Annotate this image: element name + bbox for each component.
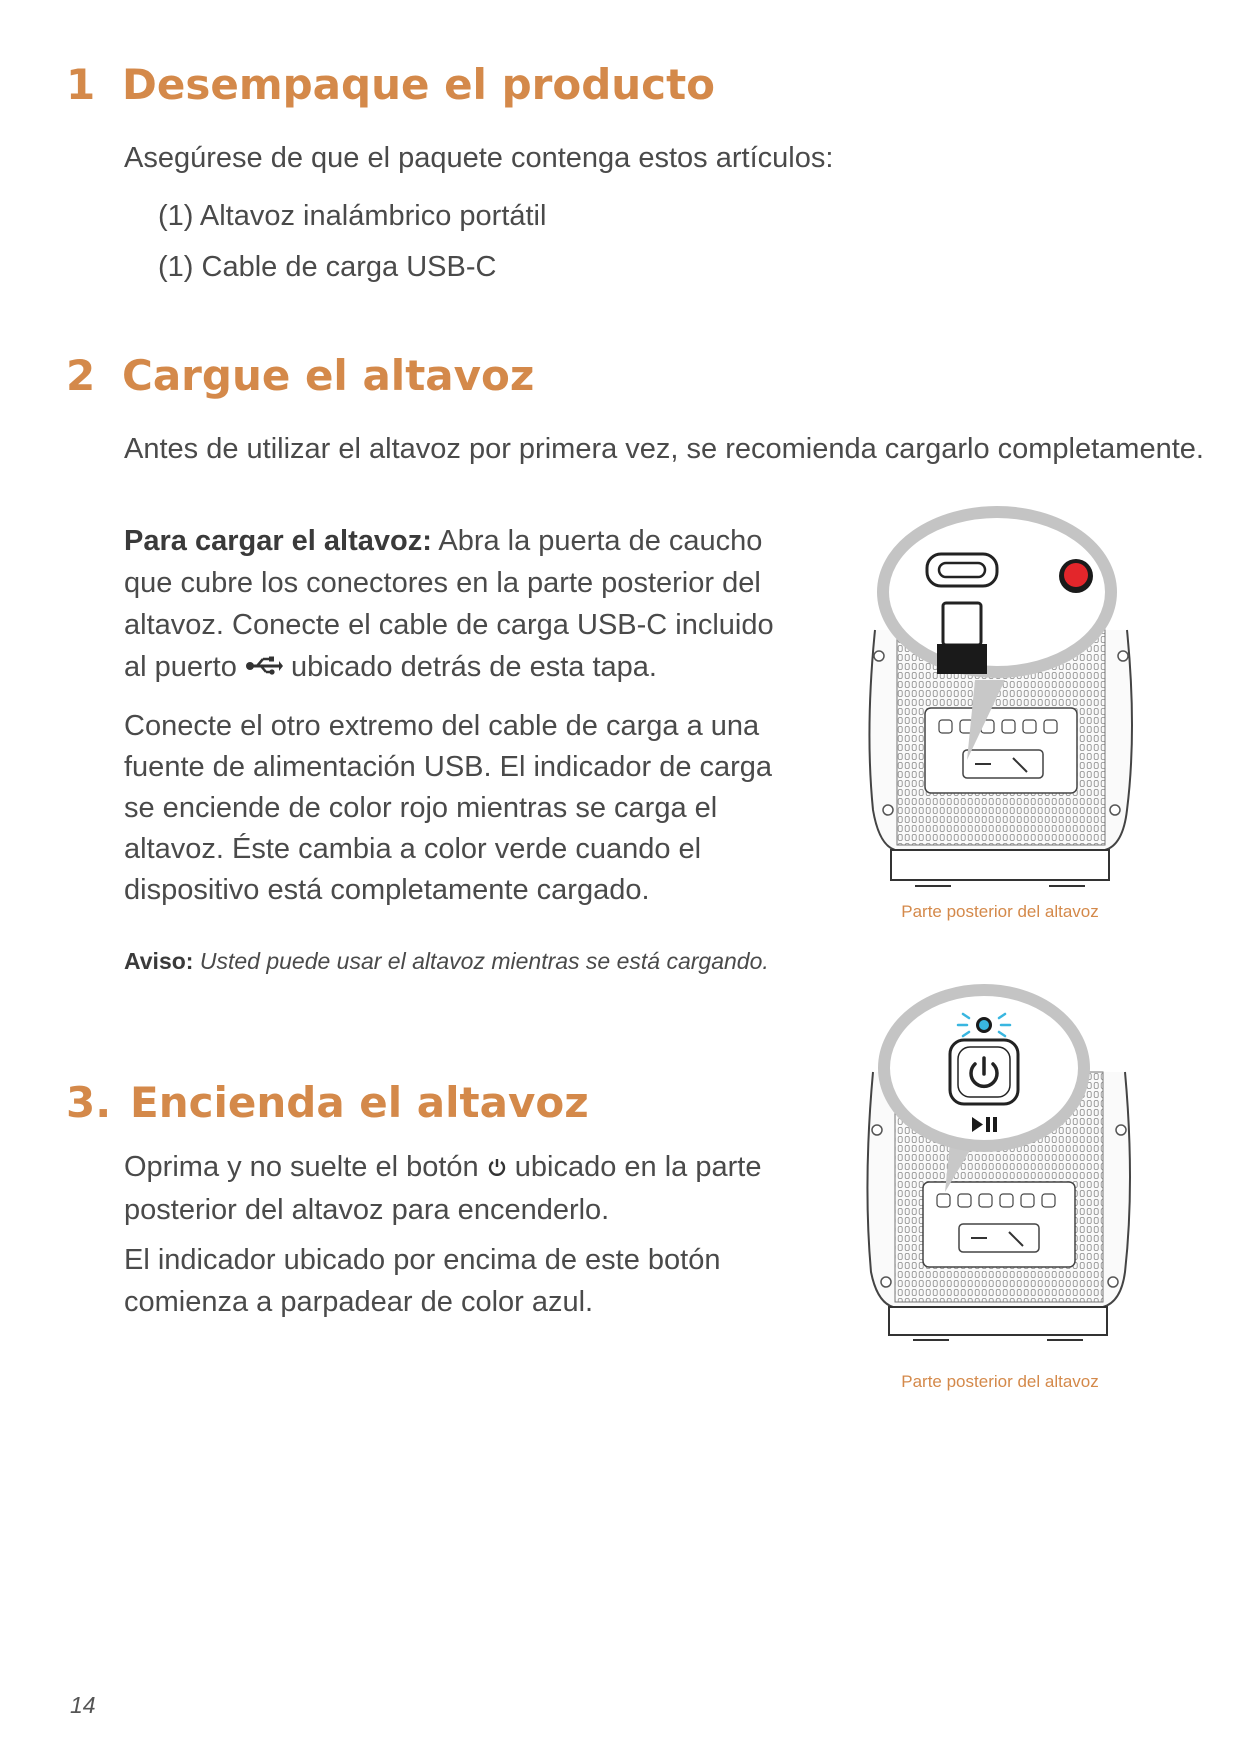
charging-indicator-text: Conecte el otro extremo del cable de carga a una fuente de alimentación USB. El indicador de carga se enciende de color rojo mientras se carga el altavoz. Éste cambia a color verde cuando el dispositivo está completamente cargado. bbox=[124, 710, 773, 906]
contents-list bbox=[158, 191, 546, 293]
power-icon bbox=[487, 1147, 507, 1189]
section-1-number: 1 bbox=[66, 60, 96, 109]
usb-icon bbox=[245, 647, 283, 689]
section-3-number: 3. bbox=[66, 1078, 112, 1127]
charging-instructions bbox=[124, 520, 804, 689]
charging-instructions-label: Para cargar el altavoz: bbox=[124, 525, 432, 557]
speaker-back-power-illustration bbox=[855, 982, 1145, 1352]
section-3-heading bbox=[66, 1078, 589, 1127]
list-item: (1) Cable de carga USB-C bbox=[158, 251, 497, 283]
figure-2-caption: Parte posterior del altavoz bbox=[901, 1372, 1099, 1391]
power-on-instructions-text-end: ubicado en la parte posterior del altavoz para encenderlo. bbox=[124, 1151, 762, 1227]
power-on-instructions bbox=[124, 1146, 764, 1231]
section-3-title: Encienda el altavoz bbox=[130, 1078, 589, 1127]
section-2-heading bbox=[66, 351, 535, 400]
section-2-title: Cargue el altavoz bbox=[122, 351, 535, 400]
section-1-title: Desempaque el producto bbox=[122, 60, 716, 109]
power-indicator-text: El indicador ubicado por encima de este botón comienza a parpadear de color azul. bbox=[124, 1244, 721, 1318]
charging-note bbox=[124, 946, 769, 976]
charging-instructions-text: Abra la puerta de caucho que cubre los conectores en la parte posterior del altavoz. Conecte el cable de carga USB-C incluido al puerto bbox=[124, 525, 774, 683]
figure-1-caption: Parte posterior del altavoz bbox=[901, 902, 1099, 921]
section-2-number: 2 bbox=[66, 351, 96, 400]
section-1-heading bbox=[66, 60, 716, 109]
page-number: 14 bbox=[70, 1692, 96, 1718]
speaker-back-charging-illustration bbox=[855, 500, 1145, 895]
charging-note-text: Usted puede usar el altavoz mientras se está cargando. bbox=[193, 948, 769, 974]
section-2-intro: Antes de utilizar el altavoz por primera vez, se recomienda cargarlo completamente. bbox=[124, 433, 1204, 465]
charging-instructions-text-end: ubicado detrás de esta tapa. bbox=[282, 651, 657, 683]
charging-note-label: Aviso: bbox=[124, 948, 194, 974]
section-1-intro: Asegúrese de que el paquete contenga estos artículos: bbox=[124, 142, 834, 174]
list-item: (1) Altavoz inalámbrico portátil bbox=[158, 200, 547, 232]
power-on-instructions-text: Oprima y no suelte el botón bbox=[124, 1151, 487, 1183]
